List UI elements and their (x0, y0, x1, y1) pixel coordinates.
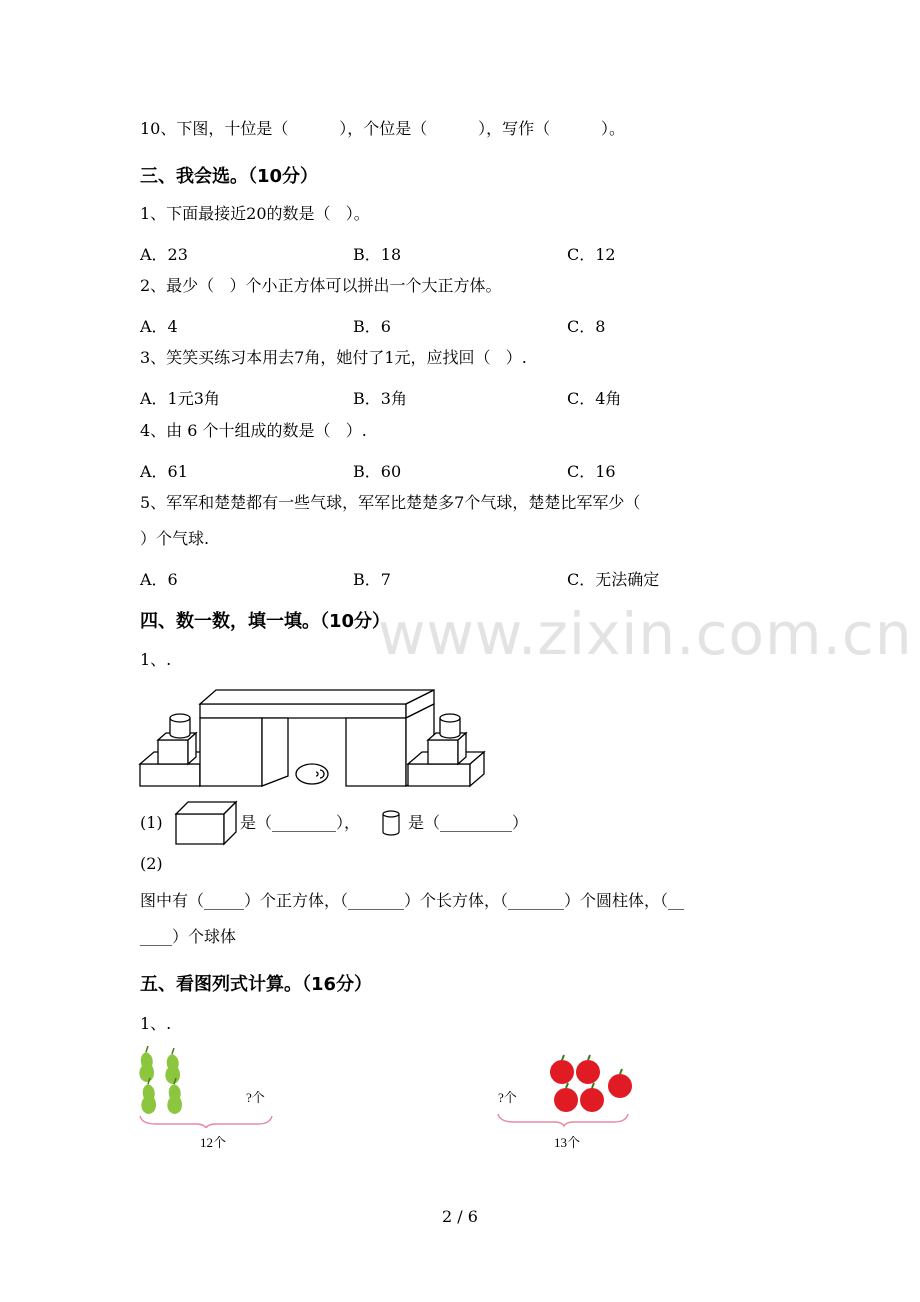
question-10: 10、下图，十位是（ ），个位是（ ），写作（ ）。 (140, 119, 625, 138)
page-number: 2 / 6 (442, 1207, 478, 1226)
apple-icon (576, 1055, 600, 1084)
brace-icon (498, 1114, 628, 1126)
brace-icon (140, 1116, 272, 1128)
s3-q4-b: B．60 (353, 462, 402, 481)
s4-p2-line1: 图中有（_____）个正方体，（_______）个长方体，（_______）个圆柱体，（__ (140, 891, 685, 910)
s3-q1-c: C．12 (567, 245, 616, 264)
apples-figure (496, 1054, 636, 1128)
watermark: www.zixin.com.cn (378, 600, 913, 668)
s3-q4-a: A．61 (140, 462, 188, 481)
s3-q5: 5、军军和楚楚都有一些气球，军军比楚楚多7个气球，楚楚比军军少（ (140, 493, 641, 512)
s3-q4-c: C．16 (567, 462, 616, 481)
apple-icon (580, 1083, 604, 1112)
apples-total: 13个 (554, 1135, 581, 1150)
s3-q5-b: B．7 (353, 570, 391, 589)
s4-q1-label: 1、. (140, 650, 172, 669)
pears-question: ?个 (246, 1090, 265, 1105)
s3-q4: 4、由 6 个十组成的数是（ ）. (140, 421, 367, 440)
section-3-title: 三、我会选。（10分） (140, 166, 319, 187)
s3-q1-a: A．23 (140, 245, 188, 264)
section-5-title: 五、看图列式计算。（16分） (140, 974, 373, 995)
s3-q3-c: C．4角 (567, 389, 622, 408)
apples-question: ?个 (498, 1090, 517, 1105)
s3-q5-c: C．无法确定 (567, 570, 660, 589)
s4-p1-label: (1) (140, 813, 163, 832)
section-4-title: 四、数一数，填一填。（10分） (140, 611, 391, 632)
pears-total: 12个 (200, 1135, 227, 1150)
s3-q2-c: C．8 (567, 317, 606, 336)
cylinder-icon (380, 808, 402, 838)
s4-p1-text2: 是（_________） (408, 813, 529, 832)
s3-q3-b: B．3角 (353, 389, 407, 408)
s5-q1-label: 1、. (140, 1014, 172, 1033)
s3-q1-b: B．18 (353, 245, 402, 264)
blocks-figure (138, 686, 490, 788)
s3-q3: 3、笑笑买练习本用去7角，她付了1元，应找回（ ）. (140, 348, 527, 367)
cuboid-icon (174, 800, 238, 846)
s4-p2-line2: ____）个球体 (140, 927, 237, 946)
apple-icon (608, 1069, 632, 1098)
apple-icon (554, 1083, 578, 1112)
s4-p1-text1: 是（________）， (240, 813, 361, 832)
s4-p2-label: (2) (140, 854, 163, 873)
s3-q5-a: A．6 (140, 570, 178, 589)
pear-icon (167, 1078, 182, 1114)
apple-icon (550, 1055, 574, 1084)
s3-q2-b: B．6 (353, 317, 391, 336)
pear-icon (139, 1046, 154, 1082)
s3-q3-a: A．1元3角 (140, 389, 220, 408)
s3-q1: 1、下面最接近20的数是（ ）。 (140, 204, 370, 223)
pear-icon (141, 1078, 156, 1114)
s3-q2: 2、最少（ ）个小正方体可以拼出一个大正方体。 (140, 276, 502, 295)
s3-q5-cont: ）个气球. (140, 529, 210, 548)
s3-q2-a: A．4 (140, 317, 178, 336)
pear-icon (165, 1048, 180, 1084)
